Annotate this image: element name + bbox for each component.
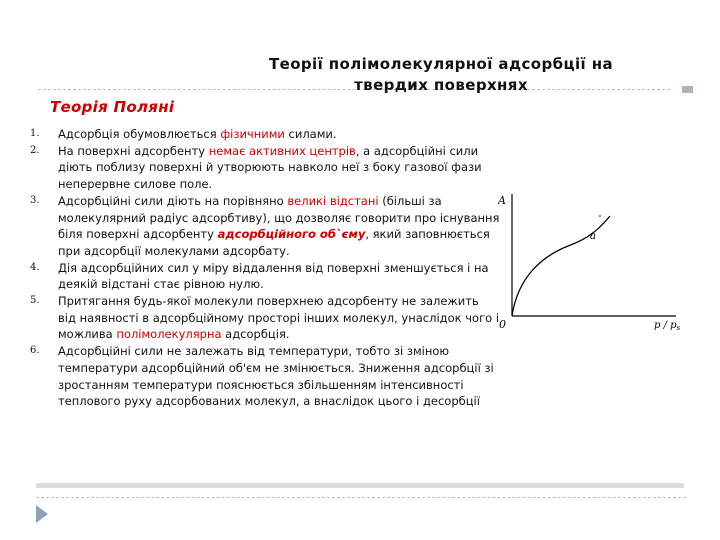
- highlighted-term: великі відстані: [287, 193, 379, 208]
- postulate-item: [30, 343, 500, 410]
- item-text: (більші за молекулярний радіус адсорбтиву), що дозволяє говорити про існування біля поверхні адсорбенту: [58, 193, 500, 242]
- item-text: Адсорбція обумовлюється: [58, 127, 221, 141]
- item-number: 2.: [30, 144, 40, 156]
- postulate-item: [30, 193, 500, 260]
- item-number: 1.: [30, 128, 40, 139]
- item-text: , який заповнюється при адсорбції молекулами адсорбату.: [58, 227, 490, 258]
- bottom-band: [36, 483, 684, 488]
- highlighted-term: полімолекулярна: [116, 327, 222, 342]
- item-text: Адсорбційні сили діють на порівняно: [58, 193, 288, 208]
- x-axis-label: [654, 320, 681, 332]
- page-title-line-1: Теорії полімолекулярної адсорбції на: [269, 55, 613, 73]
- curve-point-label: a: [590, 231, 596, 242]
- item-number: 5.: [30, 295, 40, 307]
- item-text: , а адсорбційні сили діють поблизу поверхні й утворюють навколо неї з боку газової фази неперервне силове поле.: [58, 143, 482, 192]
- highlighted-term: адсорбційного об`єму: [217, 227, 366, 242]
- postulate-item: [30, 293, 500, 343]
- postulate-list: [30, 126, 500, 410]
- curve-end-dot: [599, 215, 601, 217]
- item-text: На поверхні адсорбенту: [58, 143, 209, 158]
- item-text: Дія адсорбційних сил у міру віддалення від поверхні зменшується і на деякій відстані стає рівною нулю.: [58, 260, 489, 292]
- y-axis-label: A: [498, 194, 506, 207]
- page-title: [232, 54, 650, 96]
- x-axis-label-subscript: s: [676, 324, 681, 332]
- adsorption-isotherm-graph: [498, 186, 688, 336]
- item-text: Адсорбційні сили не залежать від температури, тобто зі зміною температури адсорбційний об'єм не змінюється. Зниження адсорбції зі зростанням температури пояснюється збільшенням інтенсивності теплового руху адсорбованих молекул, а внаслідок цього і десорбції: [58, 344, 494, 409]
- origin-label: 0: [499, 318, 506, 331]
- postulate-item: [30, 143, 500, 193]
- page-title-line-2: твердих поверхнях: [354, 76, 528, 94]
- highlighted-term: фізичними: [220, 127, 285, 141]
- item-number: 3.: [30, 194, 40, 206]
- postulate-item: [30, 260, 500, 293]
- top-accent-block: [682, 86, 693, 93]
- postulate-item: [30, 126, 500, 143]
- item-number: 4.: [30, 261, 40, 273]
- slide-marker-icon: [36, 505, 48, 523]
- theory-subtitle: Теорія Поляні: [50, 98, 175, 116]
- x-axis-label-main: p / p: [654, 320, 677, 331]
- item-text: силами.: [284, 127, 337, 141]
- item-text: адсорбція.: [221, 327, 290, 342]
- highlighted-term: немає активних центрів: [208, 143, 356, 158]
- bottom-divider: [36, 497, 686, 498]
- item-number: 6.: [30, 345, 40, 357]
- item-text: Притягання будь-якої молекули поверхнею адсорбенту не залежить від наявності в адсорбційному просторі інших молекул, унаслідок чого і можлива: [58, 294, 500, 342]
